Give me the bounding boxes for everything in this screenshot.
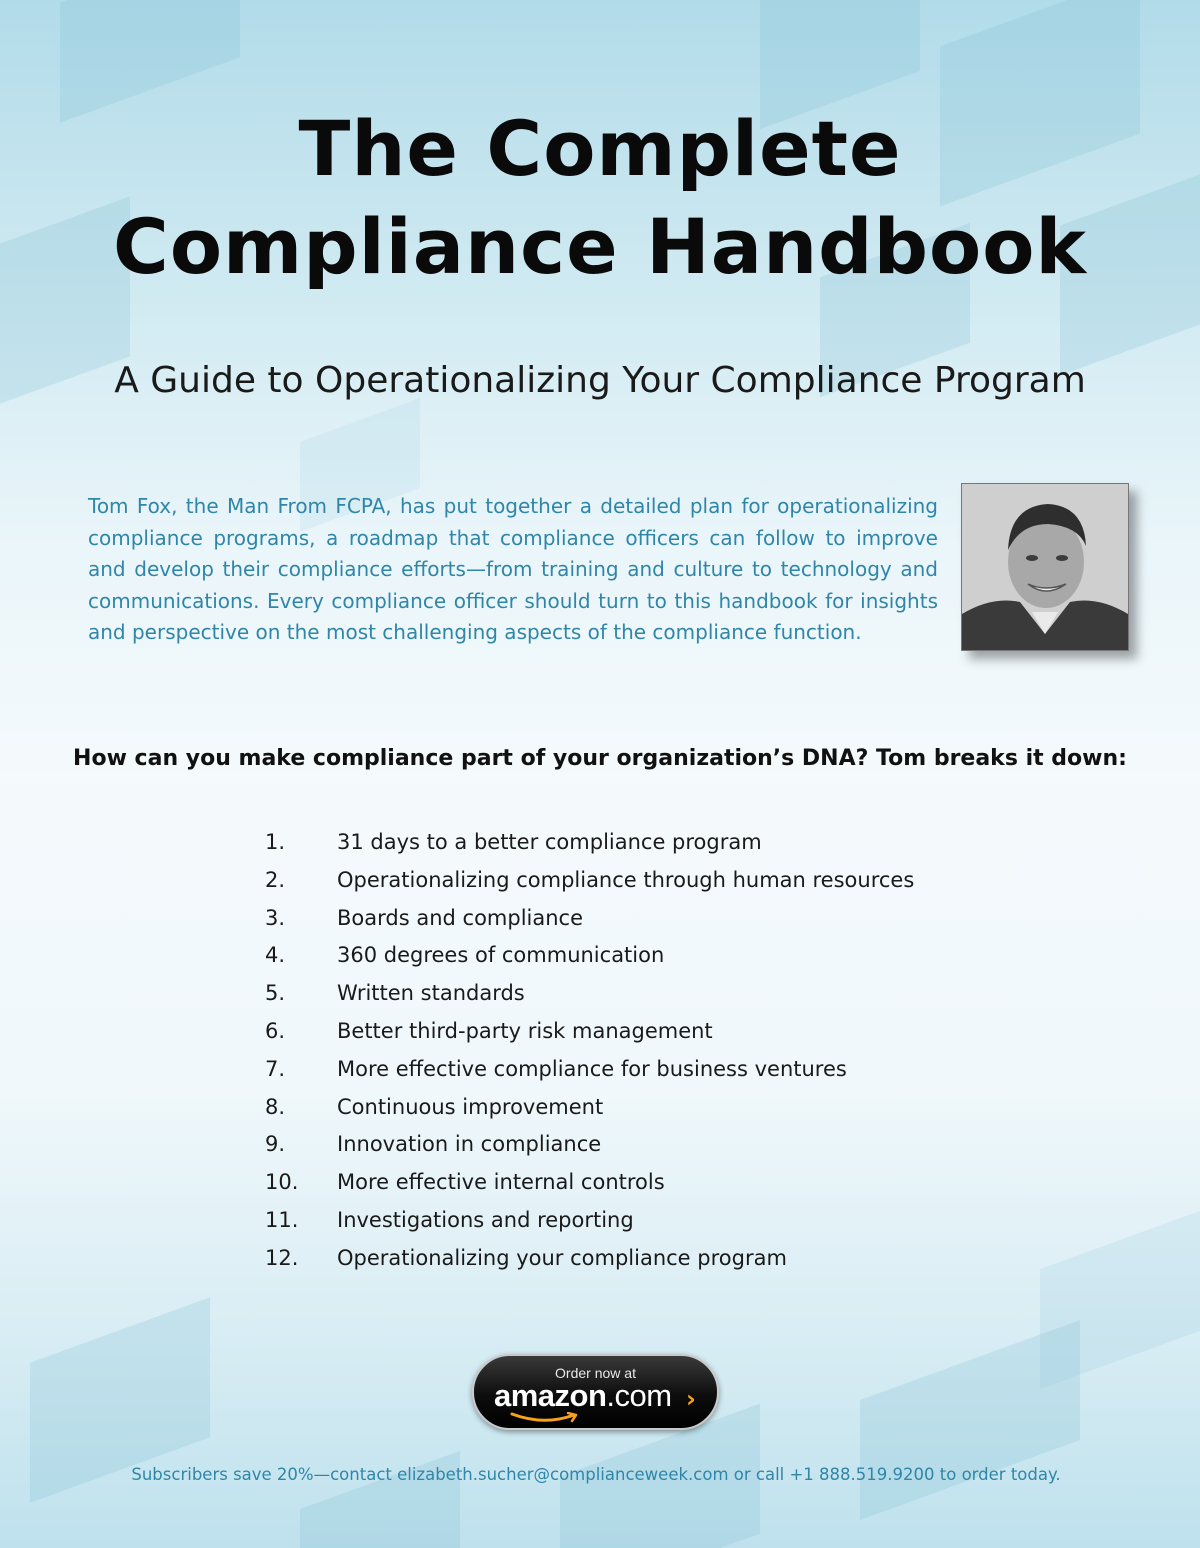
list-item xyxy=(265,1164,965,1202)
list-item xyxy=(265,1240,965,1278)
list-item-text: 31 days to a better compliance program xyxy=(337,830,762,854)
list-item-number: 11. xyxy=(265,1207,299,1232)
list-item-text: 360 degrees of communication xyxy=(337,943,665,968)
order-now-label: Order now at xyxy=(555,1365,636,1381)
list-item-text: More effective internal controls xyxy=(337,1170,665,1195)
intro-paragraph: Tom Fox, the Man From FCPA, has put together a detailed plan for operationalizing compliance programs, a roadmap that compliance officers can follow to improve and develop their compliance efforts—from training and culture to technology and communications. Every compliance officer should turn to this handbook for insights and perspective on the most challenging aspects of the compliance function. xyxy=(88,494,938,644)
list-item-text: Operationalizing compliance through human resources xyxy=(337,867,915,892)
amazon-logo-suffix: .com xyxy=(606,1378,672,1413)
list-item-number: 7. xyxy=(265,1056,286,1081)
order-amazon-button[interactable] xyxy=(472,1354,719,1430)
list-item-text: Boards and compliance xyxy=(337,905,584,930)
list-item-text: More effective compliance for business ventures xyxy=(337,1056,847,1081)
list-item xyxy=(265,1126,965,1164)
list-item-text: Better third-party risk management xyxy=(337,1018,713,1043)
page-title xyxy=(0,100,1200,296)
list-item xyxy=(265,975,965,1013)
list-item-text: Operationalizing your compliance program xyxy=(337,1245,787,1270)
list-item xyxy=(265,862,965,900)
amazon-logo xyxy=(494,1378,672,1414)
topics-list xyxy=(265,824,965,1278)
list-item xyxy=(265,937,965,975)
question-heading: How can you make compliance part of your organization’s DNA? Tom breaks it down: xyxy=(73,746,1127,771)
list-item xyxy=(265,1013,965,1051)
title-line-2: Compliance Handbook xyxy=(113,202,1087,291)
amazon-logo-main: amazon xyxy=(494,1378,607,1413)
list-item-number: 4. xyxy=(265,943,286,968)
footer-contact: Subscribers save 20%—contact elizabeth.sucher@complianceweek.com or call +1 888.519.9200 to order today. xyxy=(131,1465,1061,1484)
amazon-smile-icon xyxy=(510,1412,582,1424)
list-item-number: 3. xyxy=(265,905,286,930)
list-item xyxy=(265,824,965,862)
chevron-right-icon: › xyxy=(686,1385,696,1413)
list-item xyxy=(265,1051,965,1089)
list-item-text: Written standards xyxy=(337,981,525,1006)
list-item xyxy=(265,1202,965,1240)
list-item-number: 8. xyxy=(265,1094,286,1119)
list-item-text: Continuous improvement xyxy=(337,1094,604,1119)
author-photo xyxy=(961,483,1129,651)
list-item xyxy=(265,900,965,938)
list-item-number: 10. xyxy=(265,1170,299,1195)
list-item-number: 6. xyxy=(265,1018,286,1043)
list-item xyxy=(265,1089,965,1127)
list-item-number: 5. xyxy=(265,981,286,1006)
list-item-number: 2. xyxy=(265,867,286,892)
list-item-number: 1. xyxy=(265,830,286,854)
list-item-text: Investigations and reporting xyxy=(337,1207,634,1232)
list-item-number: 12. xyxy=(265,1245,299,1270)
list-item-number: 9. xyxy=(265,1132,286,1157)
list-item-text: Innovation in compliance xyxy=(337,1132,602,1157)
page-subtitle: A Guide to Operationalizing Your Compliance Program xyxy=(114,360,1086,401)
title-line-1: The Complete xyxy=(298,104,902,193)
